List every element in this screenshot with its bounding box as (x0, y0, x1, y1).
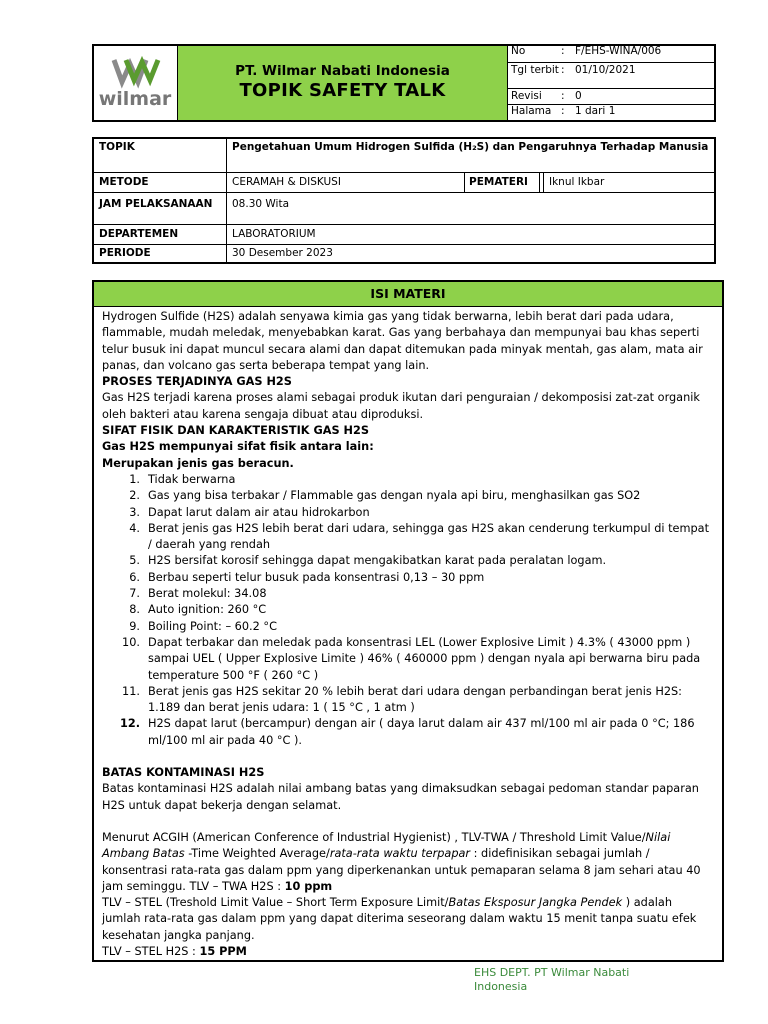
logo-wordmark: wilmar (98, 88, 172, 110)
title-cell (178, 46, 508, 120)
wilmar-logo (94, 46, 177, 120)
list-item: 9. Boiling Point: – 60.2 °C (129, 619, 277, 633)
document-title: TOPIK SAFETY TALK (239, 80, 446, 101)
row-periode (94, 245, 714, 262)
pemateri-label: PEMATERI (464, 173, 540, 192)
document-meta (508, 46, 714, 120)
row-departemen (94, 225, 714, 245)
row-topik (94, 139, 714, 173)
info-table (92, 137, 716, 264)
materi-section (92, 280, 724, 962)
list-item: 4. Berat jenis gas H2S lebih berat dari udara, sehingga gas H2S akan cenderung terkumpul di tempat / daerah yang rendah (129, 521, 710, 552)
meta-row-tgl-terbit: Tgl terbit : 01/10/2021 (508, 63, 714, 89)
batas-heading: BATAS KONTAMINASI H2S (102, 766, 265, 780)
topik-label: TOPIK (94, 139, 227, 172)
sifat-subheading: Gas H2S mempunyai sifat fisik antara lain: (102, 440, 374, 454)
materi-body (94, 307, 722, 960)
metode-label: METODE (94, 173, 227, 192)
list-item: 5. H2S bersifat korosif sehingga dapat mengakibatkan karat pada peralatan logam. (129, 554, 607, 568)
meta-row-halaman: Halama : 1 dari 1 (511, 105, 616, 117)
jam-value: 08.30 Wita (232, 198, 290, 210)
logo-cell (94, 46, 178, 120)
meta-row-no: No : F/EHS-WINA/006 (508, 46, 714, 63)
properties-list (102, 472, 714, 749)
list-item: 8. Auto ignition: 260 °C (129, 603, 267, 617)
stel-value-line: TLV – STEL H2S : 15 PPM (102, 944, 247, 958)
departemen-label: DEPARTEMEN (94, 225, 227, 244)
row-metode (94, 173, 714, 193)
jam-label: JAM PELAKSANAAN (94, 193, 227, 224)
materi-heading: ISI MATERI (94, 282, 722, 307)
list-item: 10. Dapat terbakar dan meledak pada konsentrasi LEL (Lower Explosive Limit ) 4.3% ( 43000 ppm ) sampai UEL ( Upper Explosive Limite ) 46% ( 460000 ppm ) dengan nyala api berwarna biru pada temperature 500 °F ( 260 °C ) (122, 635, 701, 682)
periode-label: PERIODE (94, 245, 227, 262)
company-name: PT. Wilmar Nabati Indonesia (235, 63, 450, 79)
list-item: 12. H2S dapat larut (bercampur) dengan air ( daya larut dalam air 437 ml/100 ml air pada 0 °C; 186 ml/100 ml air pada 40 °C ). (119, 717, 695, 747)
list-item: 11. Berat jenis gas H2S sekitar 20 % lebih berat dari udara dengan perbandingan berat jenis H2S: 1.189 dan berat jenis udara: 1 ( 15 °C , 1 atm ) (122, 684, 682, 715)
batas-paragraph: Batas kontaminasi H2S adalah nilai ambang batas yang dimaksudkan sebagai pedoman standar paparan H2S untuk dapat bekerja dengan selamat. (102, 782, 699, 812)
proses-paragraph: Gas H2S terjadi karena proses alami sebagai produk ikutan dari penguraian / dekomposisi zat-zat organik oleh bakteri atau karena sengaja dibuat atau diproduksi. (102, 391, 700, 421)
periode-value: 30 Desember 2023 (232, 247, 333, 259)
footer-text: EHS DEPT. PT Wilmar Nabati Indonesia (474, 966, 630, 993)
sifat-heading: SIFAT FISIK DAN KARAKTERISTIK GAS H2S (102, 424, 370, 438)
proses-heading: PROSES TERJADINYA GAS H2S (102, 375, 292, 389)
list-item: 1. Tidak berwarna (129, 472, 236, 486)
intro-paragraph: Hydrogen Sulfide (H2S) adalah senyawa kimia gas yang tidak berwarna, lebih berat dari pada udara, flammable, mudah meledak, menyebabkan karat. Gas yang berbahaya dan mempunyai bau khas seperti telur busuk ini dapat muncul secara alami dan dapat ditemukan pada minyak mentah, gas alam, mata air panas, dan volcano gas serta beberapa tempat yang lain. (102, 310, 703, 372)
document-header (92, 44, 716, 122)
list-item: 2. Gas yang bisa terbakar / Flammable gas dengan nyala api biru, menghasilkan gas SO2 (129, 489, 641, 503)
list-item: 3. Dapat larut dalam air atau hidrokarbon (129, 505, 370, 519)
topik-value: Pengetahuan Umum Hidrogen Sulfida (H₂S) dan Pengaruhnya Terhadap Manusia (232, 141, 709, 153)
stel-paragraph: TLV – STEL (Treshold Limit Value – Short Term Exposure Limit/Batas Eksposur Jangka Pendek ) adalah jumlah rata-rata gas dalam ppm yang dapat diterima seseorang dalam waktu 15 menit tanpa suatu efek kesehatan jangka panjang. (102, 896, 697, 942)
departemen-value: LABORATORIUM (232, 228, 316, 240)
list-item: 6. Berbau seperti telur busuk pada konsentrasi 0,13 – 30 ppm (129, 570, 485, 584)
acgih-paragraph: Menurut ACGIH (American Conference of Industrial Hygienist) , TLV-TWA / Threshold Limit Value/Nilai Ambang Batas -Time Weighted Average/rata-rata waktu terpapar : didefinisikan sebagai jumlah / konsentrasi rata-rata gas dalam ppm yang diperkenankan untuk pemaparan selama 8 jam sehari atau 40 jam seminggu. TLV – TWA H2S : 10 ppm (102, 830, 701, 893)
pemateri-value: Iknul Ikbar (543, 173, 714, 192)
metode-value: CERAMAH & DISKUSI (232, 176, 341, 188)
meta-row-revisi: Revisi : 0 (508, 89, 714, 105)
list-item: 7. Berat molekul: 34.08 (129, 587, 267, 601)
row-jam (94, 193, 714, 225)
sifat-subheading-2: Merupakan jenis gas beracun. (102, 456, 294, 470)
